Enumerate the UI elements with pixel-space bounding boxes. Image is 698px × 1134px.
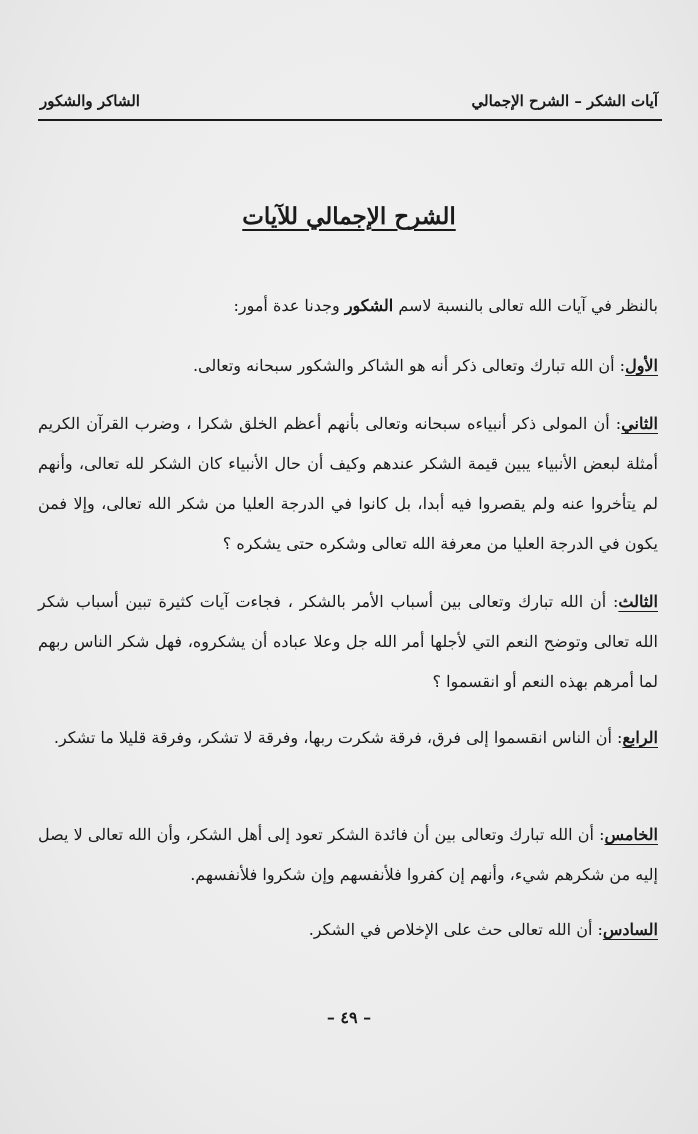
point-label: الرابع: [622, 728, 658, 747]
point-fourth: [38, 718, 658, 758]
point-text: : أن الناس انقسموا إلى فرق، فرقة شكرت ربها، وفرقة لا تشكر، وفرقة قليلا ما تشكر.: [53, 728, 623, 747]
book-title: الشاكر والشكور: [40, 92, 140, 110]
point-label: الخامس: [604, 825, 658, 844]
header-divider: [38, 119, 662, 121]
point-label: الثاني: [621, 414, 658, 433]
point-fifth: [38, 815, 658, 895]
section-title: الشرح الإجمالي للآيات: [242, 203, 456, 230]
point-third: [38, 582, 658, 702]
running-header: [40, 92, 658, 118]
intro-text-before: بالنظر في آيات الله تعالى بالنسبة لاسم: [398, 296, 658, 315]
page-number: – ٤٩ –: [326, 1008, 372, 1027]
point-first: [38, 346, 658, 386]
point-label: الثالث: [618, 592, 658, 611]
point-label: الأول: [625, 356, 658, 375]
point-text: : أن المولى ذكر أنبياءه سبحانه وتعالى بأنهم أعظم الخلق شكرا ، وضرب القرآن الكريم أمثلة لبعض الأنبياء يبين قيمة الشكر عندهم وكيف أن حال الأنبياء كان الشكر لله تعالى، وأنهم لم يتأخروا عنه ولم يقصروا فيه أبدا، بل كانوا في الدرجة العليا من شكر الله تعالى، وإلا فمن يكون في الدرجة العليا من معرفة الله تعالى وشكره حتى يشكره ؟: [38, 414, 658, 553]
point-second: [38, 404, 658, 564]
intro-text-after: وجدنا عدة أمور:: [233, 296, 340, 315]
intro-paragraph: [38, 286, 658, 326]
point-sixth: [38, 910, 658, 950]
point-text: : أن الله تعالى حث على الإخلاص في الشكر.: [308, 920, 603, 939]
chapter-title: آيات الشكر – الشرح الإجمالي: [471, 92, 658, 110]
point-label: السادس: [602, 920, 658, 939]
point-text: : أن الله تبارك وتعالى بين أن فائدة الشكر تعود إلى أهل الشكر، وأن الله تعالى لا يصل إليه من شكرهم شيء، وأنهم إن كفروا فلأنفسهم وإن شكروا فلأنفسهم.: [38, 825, 658, 884]
intro-emphasis: الشكور: [344, 296, 394, 315]
point-text: : أن الله تبارك وتعالى ذكر أنه هو الشاكر والشكور سبحانه وتعالى.: [192, 356, 626, 375]
point-text: : أن الله تبارك وتعالى بين أسباب الأمر بالشكر ، فجاءت آيات كثيرة تبين أسباب شكر الله تعالى وتوضح النعم التي لأجلها أمر الله جل وعلا عباده أن يشكروه، فهل شكر الناس ربهم لما أمرهم بهذه النعم أو انقسموا ؟: [38, 592, 658, 691]
